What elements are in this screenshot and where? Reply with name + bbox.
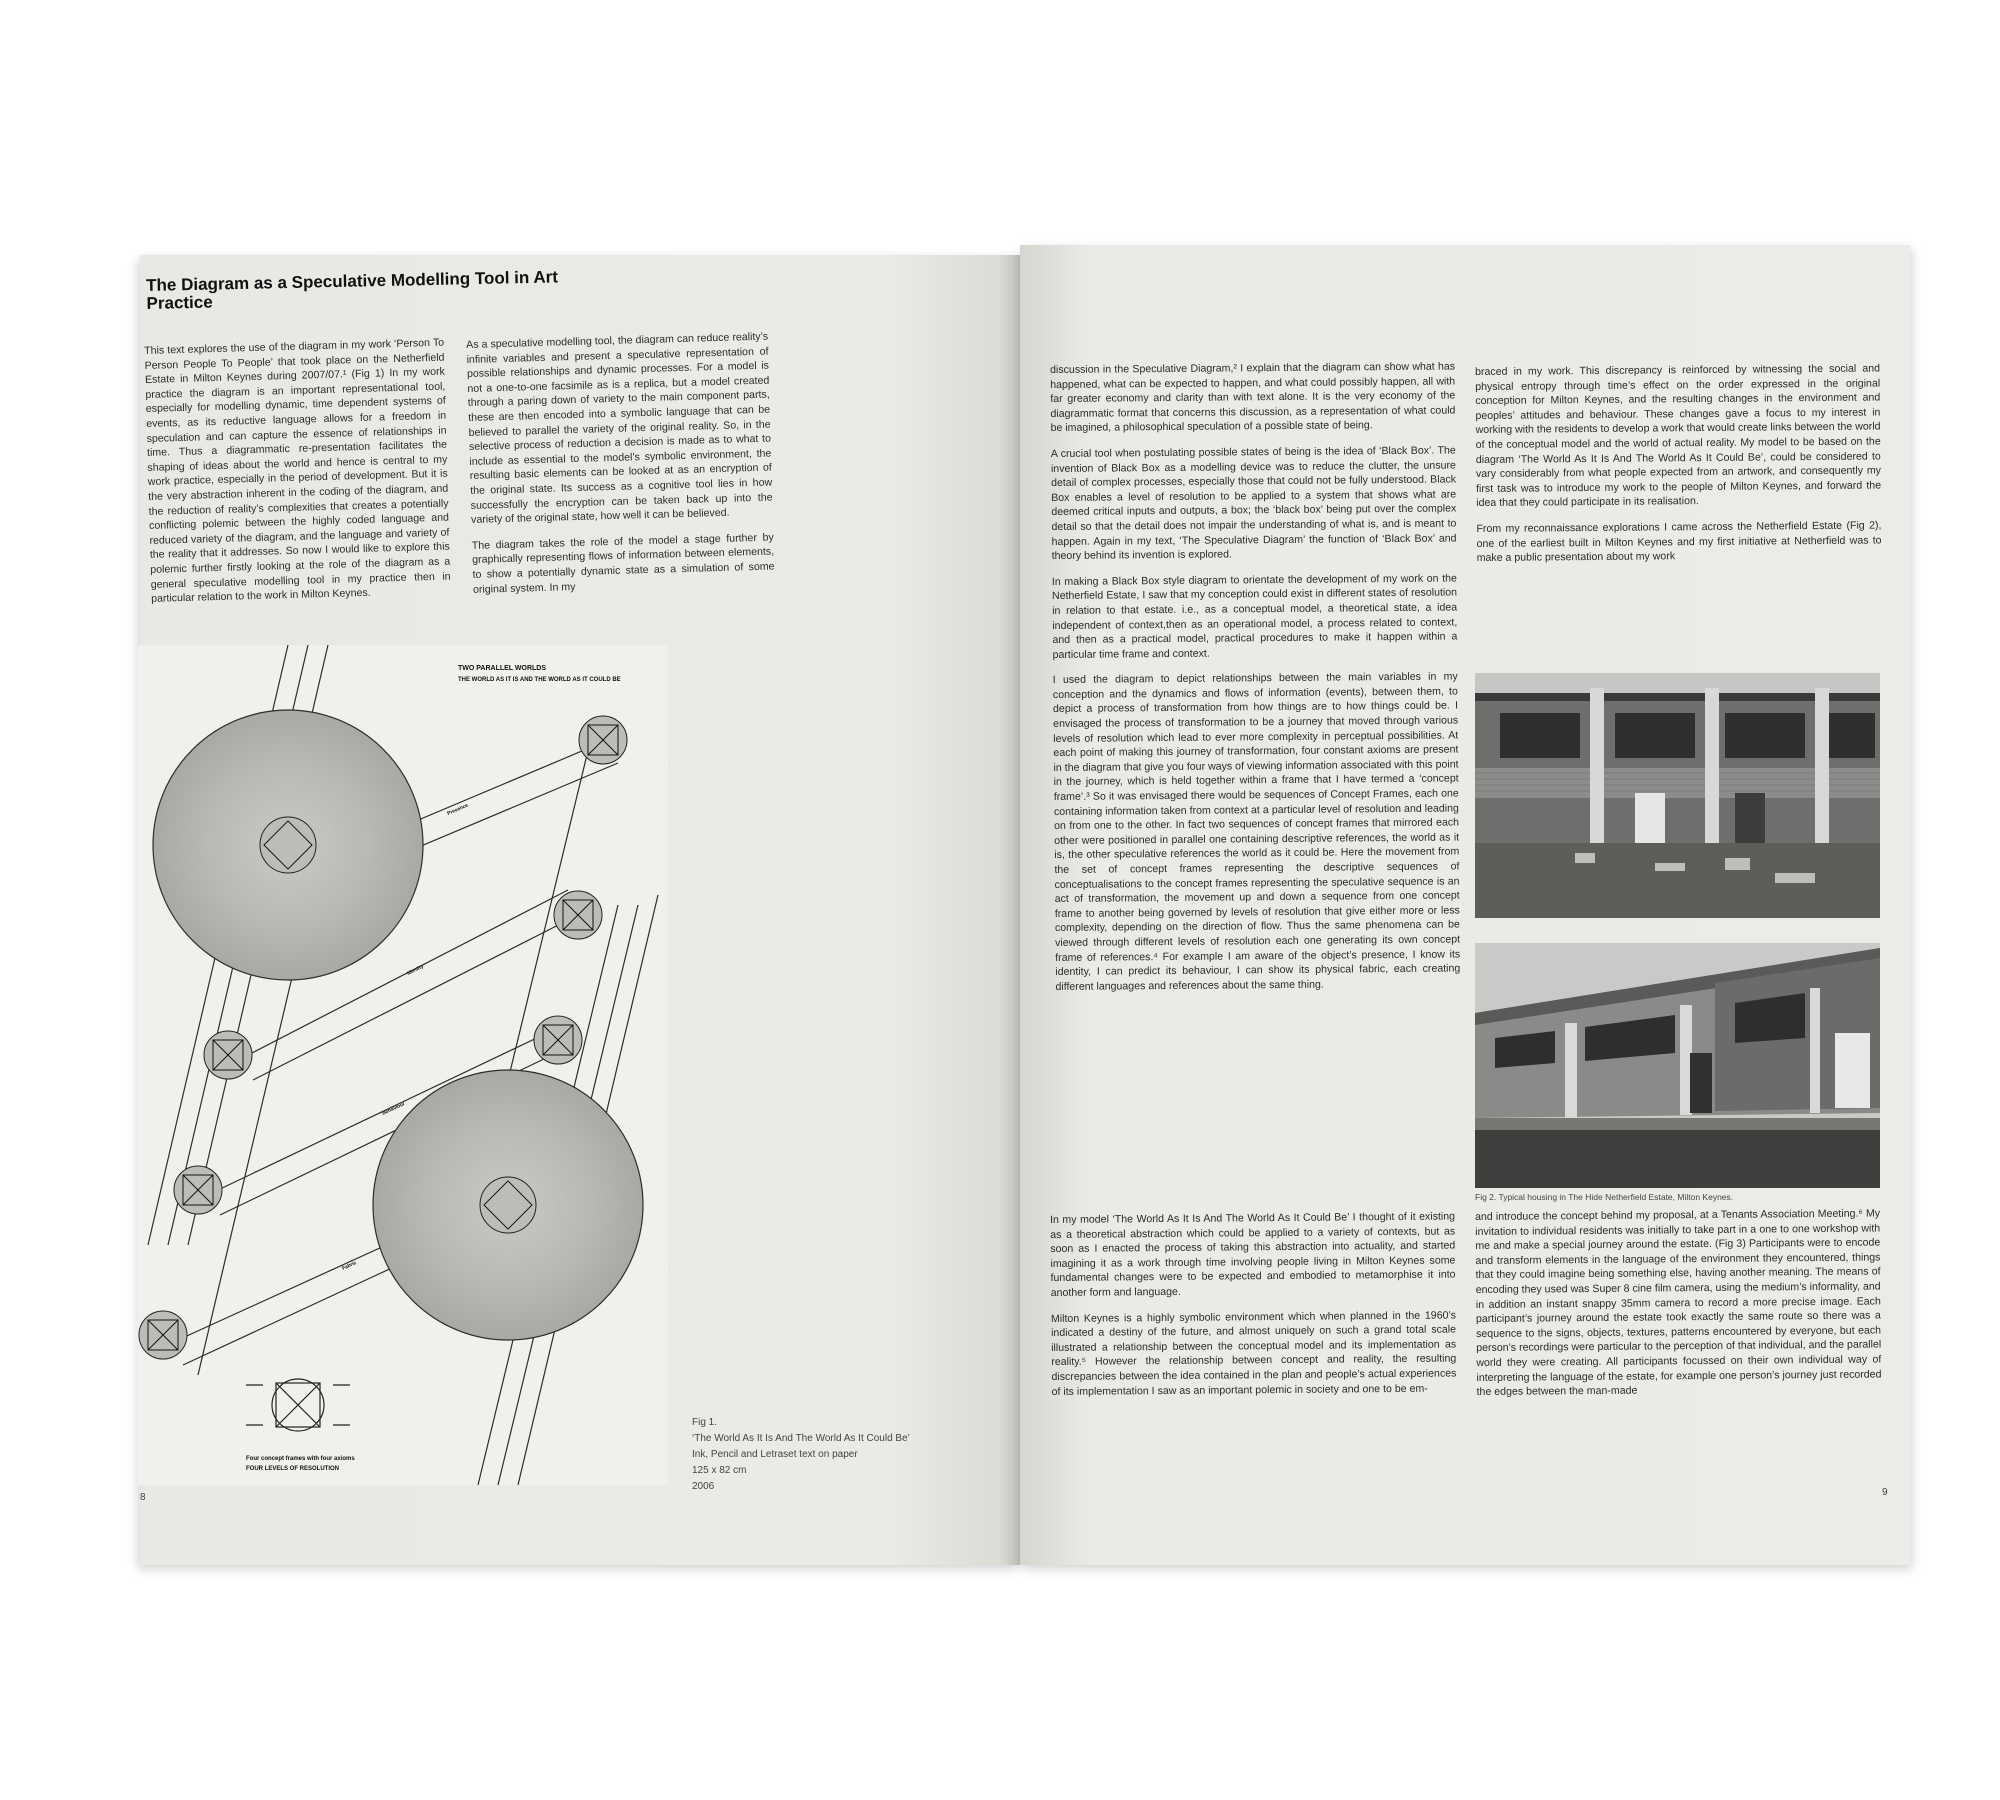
paragraph: and introduce the concept behind my proposal, at a Tenants Association Meeting.⁶ My invitation to individual residents was initially to take part in a one to one workshop with me and make a special journey around the estate. (Fig 3) Participants were to encode and transform elements in the language of the environment they encountered, things that they could imagine being something else, having another meaning. The means of encoding they used was Super 8 cine film camera, using the medium’s informality, and in addition an instant snappy 35mm camera to record a more precise image. Each participant’s journey around the estate took exactly the same route so there was a sequence to the signs, objects, textures, patterns encountered by everyone, but each person’s recordings were particular to the perception of that individual, and the parallel world they were creating. All participants focussed on their own individual way of interpreting the language of the estate, for example one person’s journey just recorded the edges between the man-made (1475, 1207, 1882, 1399)
band-label: Fabric (341, 1260, 358, 1272)
caption-size: 125 x 82 cm (692, 1465, 747, 1476)
paragraph: From my reconnaissance explorations I came across the Netherfield Estate (Fig 2), one of the earliest built in Milton Keynes and my first initiative at Netherfield was to make a public presentation about my work (1476, 519, 1882, 565)
right-column-2-top (1475, 361, 1882, 576)
right-column-1-bottom (1050, 1209, 1457, 1410)
caption-medium: Ink, Pencil and Letraset text on paper (692, 1449, 858, 1460)
band-label: Behaviour (381, 1101, 407, 1117)
paragraph: Milton Keynes is a highly symbolic environment which when planned in the 1960’s indicated a destiny of the future, and almost uniquely on such a grand total scale illustrated a relationship between the conceptual model and its implementation as reality.⁵ However the relationship between concept and reality, the resulting discrepancies between the idea contained in the plan and people’s actual experiences of its implementation I saw as an important polemic in society and one to be em- (1050, 1309, 1457, 1398)
figure-1-caption (692, 1415, 910, 1495)
paragraph: I used the diagram to depict relationships between the main variables in my conception and the dynamics and flows of information (events), between them, to depict a process of transformation from how things are to how things could be. I envisaged the process of transformation to be a journey that moved through various levels of resolution which lead to ever more complexity in perceptual possibilities. At each point of making this journey of transformation, four constant axioms are present in the diagram that give you four ways of viewing information associated with this point in the journey, which is held together within a frame that I have termed a ‘concept frame’.³ So it was envisaged there would be sequences of Concept Frames, each one containing information taken from context at a particular level of resolution and leading on from one to the other. In fact two sequences of concept frames that mirrored each other were positioned in parallel one containing descriptive references, the world as it is, the other speculative references the world as it could be. Here the movement from the set of concept frames representing the descriptive sequences of conceptualisations to the concept frames representing the speculative sequence is an act of transformation, the movement up and down a sequence from one concept frame to another being governed by levels of resolution that give either more or less complexity, depending on the direction of flow. Thus the same phenomena can be viewed through different levels of resolution each one generating its own concept frame of references.⁴ For example I am aware of the object’s presence, I know its identity, I can predict its behaviour, I can show its physical fabric, each creating different languages and references about the same thing. (1052, 670, 1461, 993)
figure-bottom-line-2: FOUR LEVELS OF RESOLUTION (246, 1466, 340, 1472)
page-number-right: 9 (1882, 1487, 1888, 1498)
figure-heading-1: TWO PARALLEL WORLDS (458, 665, 547, 672)
page-number-left: 8 (140, 1492, 146, 1503)
paragraph: As a speculative modelling tool, the diagram can reduce reality’s infinite variables and present a speculative representation of possible relationships and dynamic processes. For a model is not a one-to-one facsimile as is a replica, but a model created through a paring down of variety to the main component parts, these are then encoded into a symbolic language that can be believed to parallel the variety of the original reality. So, in the selective process of reduction a decision is made as to what to include as essential to the model’s symbolic environment, the resulting basic elements can be looked at as an encryption of the original state. Its success as a cognitive tool lies in how successfully the encryption can be taken back up into the variety of the original state, how well it can be believed. (466, 330, 773, 527)
paragraph: braced in my work. This discrepancy is reinforced by witnessing the social and physical entropy through time’s effect on the order expressed in the original conception for Milton Keynes, and the resulting changes in the environment and peoples’ attitudes and behaviour. These changes gave a focus to my interest in working with the residents to develop a work that would create links between the world of the conceptual model and the world of actual reality. My model to be based on the diagram ‘The World As It Is And The World As It Could Be’, could be considered to vary considerably from what people expected from an artwork, and consequently my first task was to introduce my work to the people of Milton Keynes, and forward the idea that they could participate in its realisation. (1475, 362, 1882, 510)
caption-fig: Fig 1. (692, 1417, 718, 1428)
paragraph: A crucial tool when postulating possible states of being is the idea of ‘Black Box’. The invention of Black Box as a modelling device was to reduce the clutter, the unsure detail of complex processes, especially those that could not be fully understood. Black Box enables a level of resolution to be applied to a system that shows what are deemed critical inputs and outputs, a box; the ‘black box’ being put over the complex detail so that the detail does not impair the understanding of what is, and is meant to happen. Again in my text, ‘The Speculative Diagram’ the function of ‘Black Box’ and theory behind its invention is explored. (1050, 444, 1457, 563)
paragraph: In my model ‘The World As It Is And The World As It Could Be’ I thought of it existing as a theoretical abstraction which could be applied to a variety of contexts, but as soon as I enacted the process of taking this abstraction into actuality, and started imagining it as a work through time involving people living in Milton Keynes some fundamental changes were to be expected and embodied to metamorphise it into another form and language. (1050, 1210, 1456, 1299)
article-title: The Diagram as a Speculative Modelling Tool in Art Practice (145, 267, 559, 313)
paragraph: The diagram takes the role of the model a stage further by graphically representing flows of information between elements, to show a potentially dynamic state as a simulation of some original system. In my (471, 531, 775, 596)
band-label: Identity (406, 963, 425, 977)
figure-bottom-line-1: Four concept frames with four axioms (246, 1456, 355, 1462)
figure-1-diagram (138, 645, 668, 1485)
paragraph: In making a Black Box style diagram to orientate the development of my work on the Netherfield Estate, I saw that my conception could exist in different states of resolution in relation to that estate. i.e., as a conceptual model, a theoretical state, a idea independent of context,then as an operational model, a process related to context, and then as a practical model, practical procedures to make it happen within a particular time frame and context. (1051, 572, 1458, 661)
housing-photo-1 (1475, 673, 1880, 918)
figure-2-caption: Fig 2. Typical housing in The Hide Netherfield Estate, Milton Keynes. (1475, 1192, 1734, 1202)
magazine-spread (140, 255, 1910, 1565)
figure-heading-2: THE WORLD AS IT IS AND THE WORLD AS IT COULD BE (458, 677, 621, 683)
paragraph: This text explores the use of the diagram in my work ‘Person To Person People To People’ that took place on the Netherfield Estate in Milton Keynes during 2007/07.¹ (Fig 1) In my work practice the diagram is an important representational tool, especially for modelling dynamic, time dependent systems of events, as its reductive language allows for a freedom in speculation and can capture the essence of relationships in time. Thus a diagrammatic re-presentation facilitates the shaping of ideas about the world and hence is central to my work practice, especially in the period of development. But it is the very abstraction inherent in the coding of the diagram, and the reduction of reality’s complexities that creates a potentially conflicting polemic between the highly coded language and reduced variety of the diagram, and the language and variety of the reality that it addresses. So now I would like to explore this polemic further firstly looking at the role of the diagram as a general speculative modelling tool in my practice then in particular relation to the work in Milton Keynes. (144, 336, 451, 605)
caption-title: ‘The World As It Is And The World As It Could Be’ (692, 1433, 910, 1444)
paragraph: discussion in the Speculative Diagram,² I explain that the diagram can show what has happened, what can be expected to happen, and what could possibly happen, all with far greater economy and clarity than with text alone. It is the very economy of the diagrammatic format that concerns this discussion, as a representation of what could be imagined, a philosophical speculation of a possible state of being. (1050, 360, 1456, 435)
right-column-1-top (1050, 359, 1461, 1005)
caption-year: 2006 (692, 1481, 715, 1492)
speculative-diagram (138, 645, 668, 1485)
band-label: Presence (446, 802, 470, 817)
left-column-2 (466, 330, 775, 608)
housing-photo-2 (1475, 943, 1880, 1188)
left-page (140, 255, 1020, 1565)
left-column-1 (144, 336, 452, 618)
right-column-2-bottom (1475, 1206, 1882, 1410)
